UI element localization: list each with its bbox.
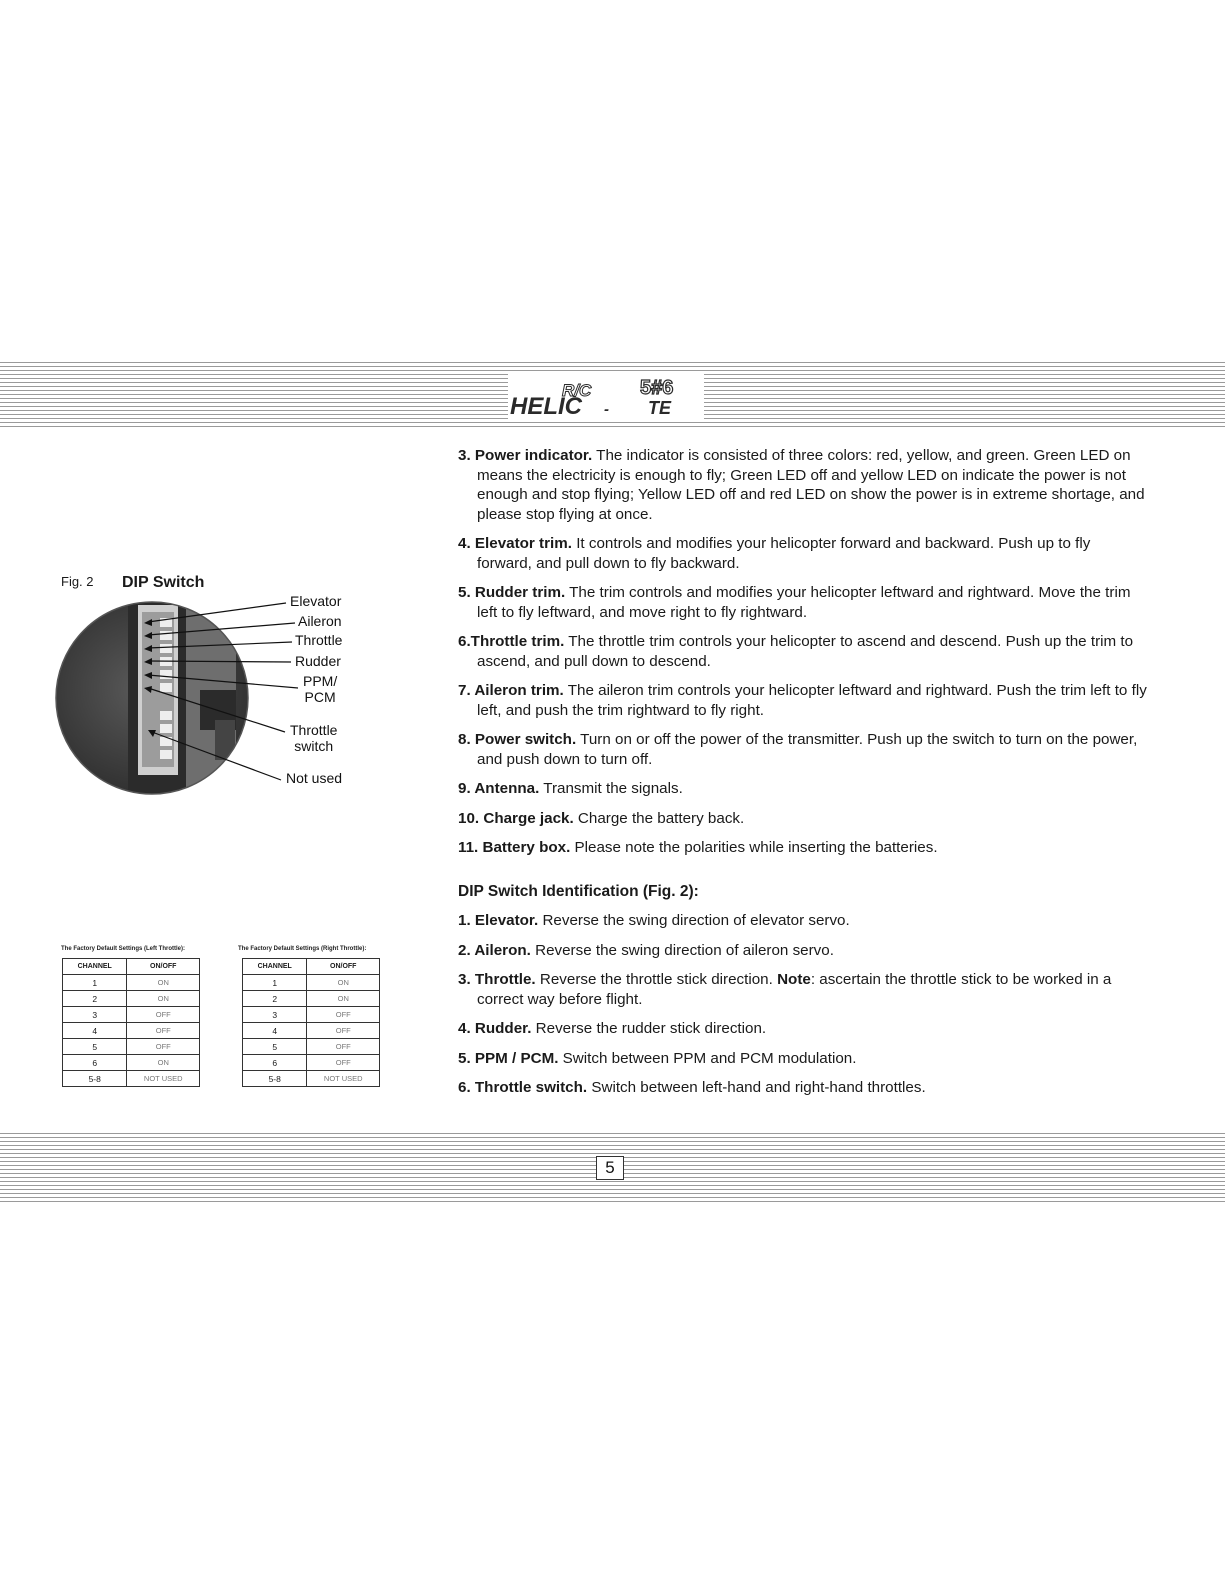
right-throttle-settings-table bbox=[242, 958, 380, 1087]
item-text: The indicator is consisted of three colors: red, yellow, and green. Green LED on means the electricity is enough to fly; Green LED off and yellow LED on indicate the power is not enough and stop flying; Yellow LED off and red LED on show the power is in extreme shortage, and please stop flying at once. bbox=[477, 447, 1145, 523]
table-row bbox=[63, 1007, 200, 1023]
callout-aileron: Aileron bbox=[298, 613, 342, 629]
table-row bbox=[63, 1071, 200, 1087]
channel-cell: 6 bbox=[243, 1055, 307, 1071]
onoff-cell: ON bbox=[127, 1055, 200, 1071]
item-text: The throttle trim controls your helicopter to ascend and descend. Push up the trim to ascend, and pull down to descend. bbox=[477, 633, 1134, 670]
item-title: 10. Charge jack. bbox=[458, 809, 574, 827]
channel-cell: 6 bbox=[63, 1055, 127, 1071]
brand-logo bbox=[508, 372, 704, 420]
header-channel: CHANNEL bbox=[243, 959, 307, 975]
channel-cell: 2 bbox=[243, 991, 307, 1007]
note-text: : ascertain the throttle stick to be worked in a correct way before flight. bbox=[477, 971, 1112, 1008]
list-item bbox=[458, 632, 1148, 671]
callout-rudder: Rudder bbox=[295, 653, 341, 669]
channel-cell: 3 bbox=[243, 1007, 307, 1023]
table-row bbox=[63, 1039, 200, 1055]
item-text: Reverse the swing direction of elevator servo. bbox=[538, 912, 850, 929]
table-row bbox=[243, 1007, 380, 1023]
list-item bbox=[458, 583, 1148, 622]
list-item bbox=[458, 809, 1148, 829]
callout-throttle: Throttle bbox=[295, 632, 343, 648]
item-text: Reverse the rudder stick direction. bbox=[531, 1020, 767, 1037]
onoff-cell: ON bbox=[127, 975, 200, 991]
onoff-cell: ON bbox=[127, 991, 200, 1007]
channel-cell: 5 bbox=[243, 1039, 307, 1055]
item-title: 4. Elevator trim. bbox=[458, 535, 572, 552]
item-title: 3. Throttle. bbox=[458, 971, 536, 988]
onoff-cell: OFF bbox=[307, 1039, 380, 1055]
dip-switch-photo bbox=[0, 0, 400, 820]
table-row bbox=[243, 1071, 380, 1087]
item-text: Transmit the signals. bbox=[539, 780, 683, 797]
channel-cell: 3 bbox=[63, 1007, 127, 1023]
item-title: 7. Aileron trim. bbox=[458, 682, 564, 699]
item-title: 2. Aileron. bbox=[458, 941, 531, 959]
item-title: 6.Throttle trim. bbox=[458, 633, 565, 650]
callout-not-used: Not used bbox=[286, 770, 343, 786]
list-item bbox=[458, 1019, 1148, 1039]
channel-cell: 5-8 bbox=[63, 1071, 127, 1087]
instructions-column bbox=[458, 446, 1148, 1108]
list-item bbox=[458, 911, 1148, 931]
onoff-cell: NOT USED bbox=[307, 1071, 380, 1087]
list-item bbox=[458, 941, 1148, 961]
callout-throttle-switch bbox=[290, 722, 337, 754]
list-item bbox=[458, 1049, 1148, 1069]
item-text: Switch between left-hand and right-hand throttles. bbox=[587, 1079, 926, 1096]
logo-main-text: HELIC bbox=[510, 393, 582, 420]
onoff-cell: OFF bbox=[127, 1007, 200, 1023]
channel-cell: 5-8 bbox=[243, 1071, 307, 1087]
item-text: It controls and modifies your helicopter forward and backward. Push up to fly forward, and pull down to fly backward. bbox=[477, 535, 1091, 572]
header-onoff: ON/OFF bbox=[307, 959, 380, 975]
table-row bbox=[63, 1023, 200, 1039]
channel-cell: 2 bbox=[63, 991, 127, 1007]
list-item bbox=[458, 681, 1148, 720]
channel-cell: 1 bbox=[243, 975, 307, 991]
header-channel: CHANNEL bbox=[63, 959, 127, 975]
logo-rc-text: R/C bbox=[562, 381, 592, 400]
onoff-cell: OFF bbox=[307, 1007, 380, 1023]
channel-cell: 4 bbox=[63, 1023, 127, 1039]
list-item bbox=[458, 446, 1148, 524]
list-item bbox=[458, 779, 1148, 799]
table-header-row bbox=[243, 959, 380, 975]
table-row bbox=[243, 975, 380, 991]
item-title: 5. PPM / PCM. bbox=[458, 1049, 559, 1067]
item-text: Turn on or off the power of the transmitter. Push up the switch to turn on the power, and push down to turn off. bbox=[477, 731, 1138, 768]
item-text: Please note the polarities while inserting the batteries. bbox=[570, 839, 938, 856]
figure-title: DIP Switch bbox=[122, 574, 205, 591]
logo-suffix-text: TE bbox=[648, 398, 672, 418]
logo-model-text: 5#6 bbox=[640, 377, 674, 399]
channel-cell: 1 bbox=[63, 975, 127, 991]
onoff-cell: NOT USED bbox=[127, 1071, 200, 1087]
list-item bbox=[458, 970, 1148, 1009]
table-row bbox=[63, 1055, 200, 1071]
figure-label: Fig. 2 bbox=[61, 574, 94, 589]
dip-section-heading: DIP Switch Identification (Fig. 2): bbox=[458, 882, 699, 900]
callout-ppm-line2: PCM bbox=[304, 689, 336, 705]
list-item bbox=[458, 534, 1148, 573]
list-item bbox=[458, 838, 1148, 858]
item-title: 9. Antenna. bbox=[458, 780, 540, 797]
item-title: 11. Battery box. bbox=[458, 839, 571, 856]
table-row bbox=[243, 1055, 380, 1071]
onoff-cell: OFF bbox=[127, 1023, 200, 1039]
channel-cell: 4 bbox=[243, 1023, 307, 1039]
item-text: Charge the battery back. bbox=[573, 809, 745, 827]
callout-ppm-line1: PPM/ bbox=[303, 673, 338, 689]
channel-cell: 5 bbox=[63, 1039, 127, 1055]
item-text: The aileron trim controls your helicopter leftward and rightward. Push the trim left to fly left, and push the trim rightward to fly right. bbox=[477, 682, 1147, 719]
item-title: 8. Power switch. bbox=[458, 731, 577, 748]
table-row bbox=[243, 1039, 380, 1055]
item-title: 3. Power indicator. bbox=[458, 447, 593, 464]
item-text: The trim controls and modifies your helicopter leftward and rightward. Move the trim left to fly leftward, and move right to fly rightward. bbox=[477, 584, 1131, 621]
table-row bbox=[63, 991, 200, 1007]
item-text: Reverse the throttle stick direction. bbox=[535, 971, 778, 988]
onoff-cell: ON bbox=[307, 991, 380, 1007]
right-table-caption: The Factory Default Settings (Right Throttle): bbox=[238, 946, 367, 952]
list-item bbox=[458, 1078, 1148, 1098]
item-title: 5. Rudder trim. bbox=[458, 584, 566, 601]
page-number: 5 bbox=[596, 1156, 624, 1180]
onoff-cell: OFF bbox=[127, 1039, 200, 1055]
item-title: 1. Elevator. bbox=[458, 912, 539, 929]
item-title: 6. Throttle switch. bbox=[458, 1079, 588, 1096]
dip-toggles bbox=[160, 618, 172, 759]
onoff-cell: OFF bbox=[307, 1055, 380, 1071]
item-text: Switch between PPM and PCM modulation. bbox=[558, 1049, 857, 1067]
callout-elevator: Elevator bbox=[290, 593, 342, 609]
note-label: Note bbox=[777, 971, 811, 988]
list-item bbox=[458, 730, 1148, 769]
table-row bbox=[243, 1023, 380, 1039]
left-table-caption: The Factory Default Settings (Left Throttle): bbox=[61, 946, 186, 952]
onoff-cell: OFF bbox=[307, 1023, 380, 1039]
callout-ppm-pcm bbox=[303, 673, 337, 705]
callout-throttle-switch-line2: switch bbox=[294, 738, 334, 754]
callout-throttle-switch-line1: Throttle bbox=[290, 722, 338, 738]
onoff-cell: ON bbox=[307, 975, 380, 991]
left-throttle-settings-table bbox=[62, 958, 200, 1087]
header-onoff: ON/OFF bbox=[127, 959, 200, 975]
table-row bbox=[63, 975, 200, 991]
item-title: 4. Rudder. bbox=[458, 1020, 532, 1037]
table-row bbox=[243, 991, 380, 1007]
table-header-row bbox=[63, 959, 200, 975]
item-text: Reverse the swing direction of aileron servo. bbox=[530, 941, 834, 959]
svg-text:-: - bbox=[604, 401, 609, 418]
